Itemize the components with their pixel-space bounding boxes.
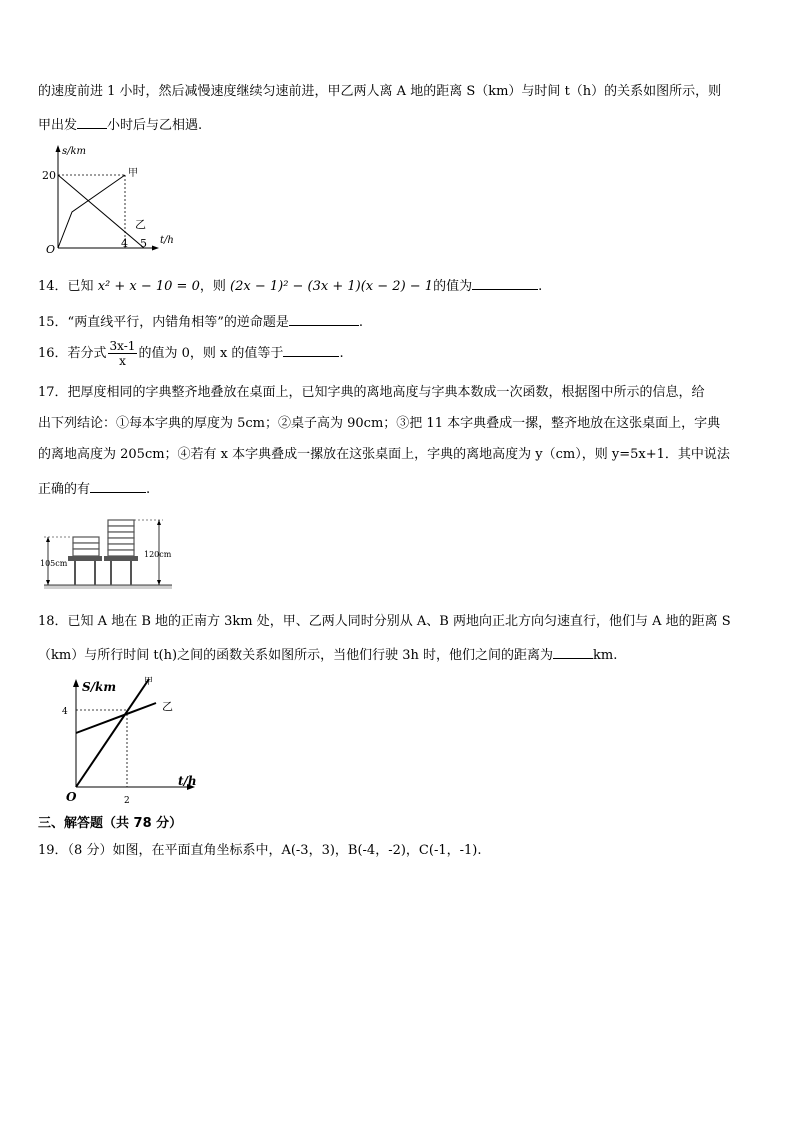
q14-answer-blank[interactable] <box>472 277 538 290</box>
q17-right-height-label: 120cm <box>144 550 172 559</box>
q13-y-tick-20: 20 <box>42 169 56 182</box>
q13-y-label: s/km <box>62 146 87 157</box>
q13-text-line1: 的速度前进 1 小时，然后减慢速度继续匀速前进，甲乙两人离 A 地的距离 S（km）与时间 t（h）的关系如图所示，则 <box>38 84 722 99</box>
q13-label-yi: 乙 <box>135 218 146 231</box>
q18-x-label: t/h <box>178 774 197 788</box>
q13-graph <box>38 142 188 254</box>
q13-label-jia: 甲 <box>128 168 138 179</box>
q17-text-line1: 17．把厚度相同的字典整齐地叠放在桌面上，已知字典的离地高度与字典本数成一次函数，根据图中所示的信息，给 <box>38 385 705 400</box>
q13-origin-label: O <box>46 243 56 254</box>
q13-text-line2: 甲出发 小时后与乙相遇. <box>38 118 203 133</box>
q16-text: 16．若分式 $\frac{3x-1}{x}$ 的值为 0，则 x 的值等于 . <box>38 339 344 368</box>
q13-line-yi <box>58 175 144 248</box>
q17-figure <box>38 515 178 590</box>
q17-right-book-stack <box>108 520 134 556</box>
q15-answer-blank[interactable] <box>289 313 359 326</box>
q18-graph <box>40 675 210 807</box>
q17-text-line4: 正确的有 . <box>38 482 151 497</box>
q18-y-tick-4: 4 <box>62 707 68 717</box>
q18-answer-blank[interactable] <box>553 646 593 659</box>
q13-answer-blank[interactable] <box>77 116 107 129</box>
q18-origin-label: O <box>66 790 77 804</box>
q17-left-height-label: 105cm <box>40 559 68 568</box>
q18-y-arrow <box>73 679 79 687</box>
q14-expression: (2x − 1)² − (3x + 1)(x − 2) − 1 <box>230 279 434 294</box>
q18-line-jia <box>76 679 149 787</box>
q13-x-tick-4: 4 <box>121 237 128 250</box>
q18-label-jia: 甲 <box>144 677 154 687</box>
q13-line-jia <box>58 175 125 248</box>
q17-right-table-top <box>104 556 138 561</box>
q18-label-yi: 乙 <box>162 700 173 713</box>
q18-x-tick-2: 2 <box>124 796 130 806</box>
q17-text-line2: 出下列结论：①每本字典的厚度为 5cm；②桌子高为 90cm；③把 11 本字典叠成一摞，整齐地放在这张桌面上，字典 <box>38 416 721 431</box>
q17-floor <box>44 585 172 589</box>
q17-answer-blank[interactable] <box>90 480 146 493</box>
q17-left-table-top <box>68 556 102 561</box>
q13-x-label: t/h <box>160 235 174 246</box>
q19-text: 19．（8 分）如图，在平面直角坐标系中，A(-3，3)，B(-4，-2)，C(-1，-1). <box>38 843 482 858</box>
q16-denominator: x <box>119 354 126 368</box>
q14-equation: x² + x − 10 = 0 <box>97 279 200 294</box>
q16-answer-blank[interactable] <box>283 344 339 357</box>
q18-y-label: S/km <box>82 680 117 694</box>
q16-fraction <box>108 339 138 368</box>
q15-text: 15．“两直线平行，内错角相等”的逆命题是 . <box>38 315 363 330</box>
q18-text-line2: （km）与所行时间 t(h)之间的函数关系如图所示，当他们行驶 3h 时，他们之间的距离为 km. <box>38 648 618 663</box>
q13-x-tick-5: 5 <box>140 237 147 250</box>
q16-numerator: 3x-1 <box>109 339 136 353</box>
q13-x-arrow <box>152 246 159 251</box>
q14-text: 14．已知 x² + x − 10 = 0，则 (2x − 1)² − (3x + 1)(x − 2) − 1的值为 . <box>38 279 543 294</box>
q13-y-arrow <box>56 145 61 152</box>
q18-text-line1: 18．已知 A 地在 B 地的正南方 3km 处，甲、乙两人同时分别从 A、B 两地向正北方向匀速直行，他们与 A 地的距离 S <box>38 614 731 629</box>
section-3-heading: 三、解答题（共 78 分） <box>38 816 183 831</box>
q17-text-line3: 的离地高度为 205cm；④若有 x 本字典叠成一摞放在这张桌面上，字典的离地高度为 y（cm），则 y=5x+1．其中说法 <box>38 447 730 462</box>
q17-left-book-stack <box>73 537 99 556</box>
